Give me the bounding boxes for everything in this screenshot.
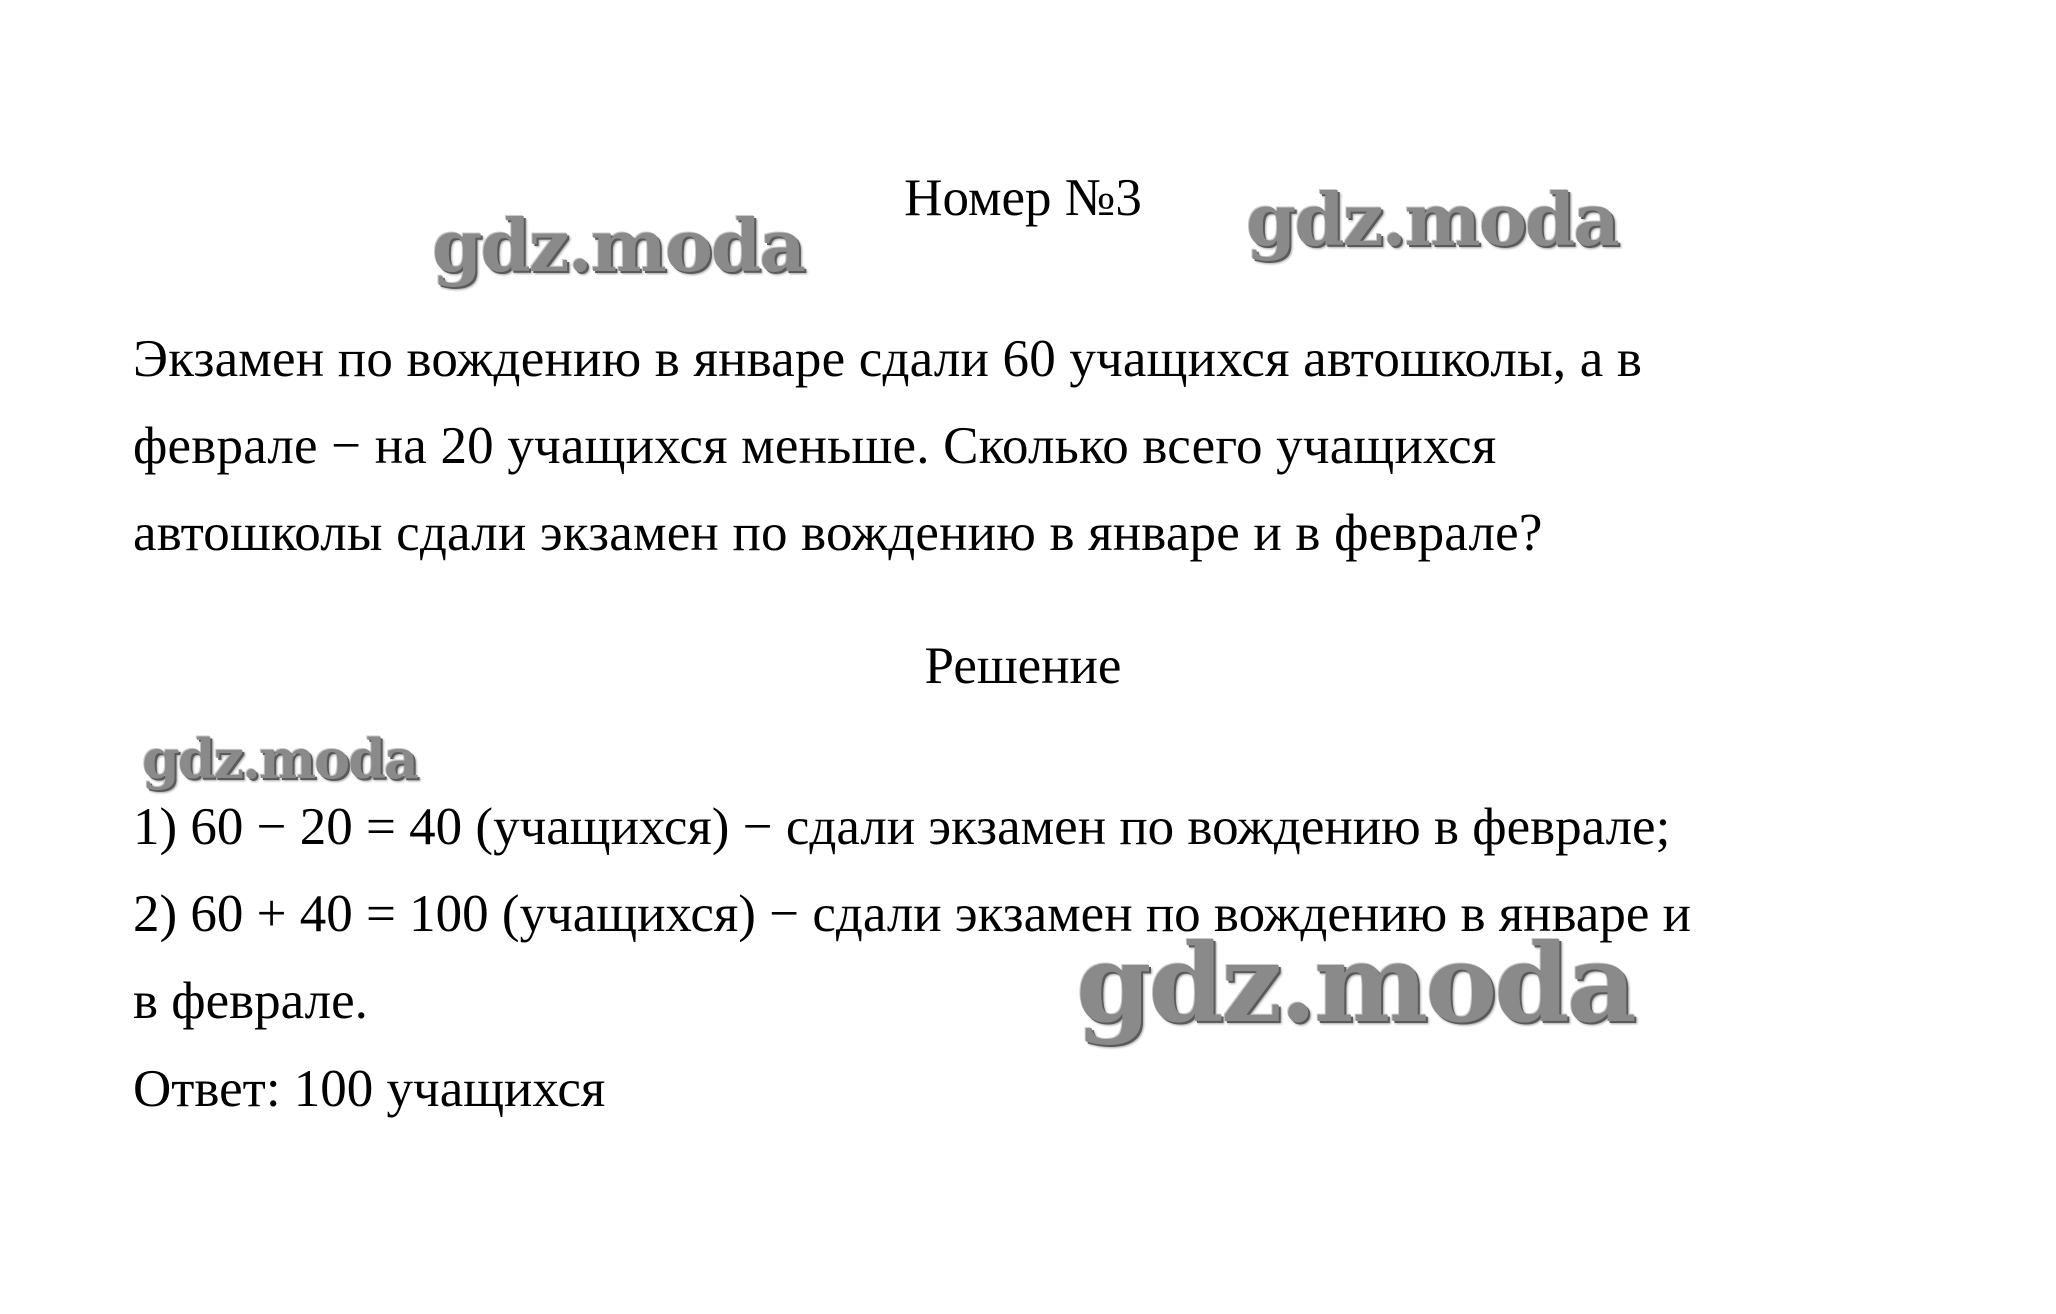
solution-step: 2) 60 + 40 = 100 (учащихся) − сдали экзамен по вождению в январе и — [133, 885, 1691, 943]
page-title — [0, 169, 2056, 227]
watermark-logo: gdz.moda — [142, 727, 417, 791]
watermark-logo: gdz.moda — [432, 203, 804, 288]
answer-line: Ответ: 100 учащихся — [133, 1060, 606, 1118]
solution-step: в феврале. — [133, 972, 368, 1030]
problem-line: феврале − на 20 учащихся меньше. Сколько всего учащихся — [133, 417, 1497, 475]
problem-statement — [133, 316, 1963, 577]
problem-line: Экзамен по вождению в январе сдали 60 учащихся автошколы, а в — [133, 330, 1643, 388]
watermark-logo: gdz.moda — [1246, 177, 1618, 262]
solution-heading-text: Решение — [924, 637, 1122, 695]
watermark-logo: gdz.moda — [1076, 921, 1634, 1047]
solution-steps — [133, 784, 2013, 1045]
solution-step: 1) 60 − 20 = 40 (учащихся) − сдали экзамен по вождению в феврале; — [133, 798, 1671, 856]
solution-heading — [0, 637, 2056, 695]
problem-line: автошколы сдали экзамен по вождению в январе и в феврале? — [133, 504, 1543, 562]
title-text: Номер №3 — [904, 169, 1142, 227]
